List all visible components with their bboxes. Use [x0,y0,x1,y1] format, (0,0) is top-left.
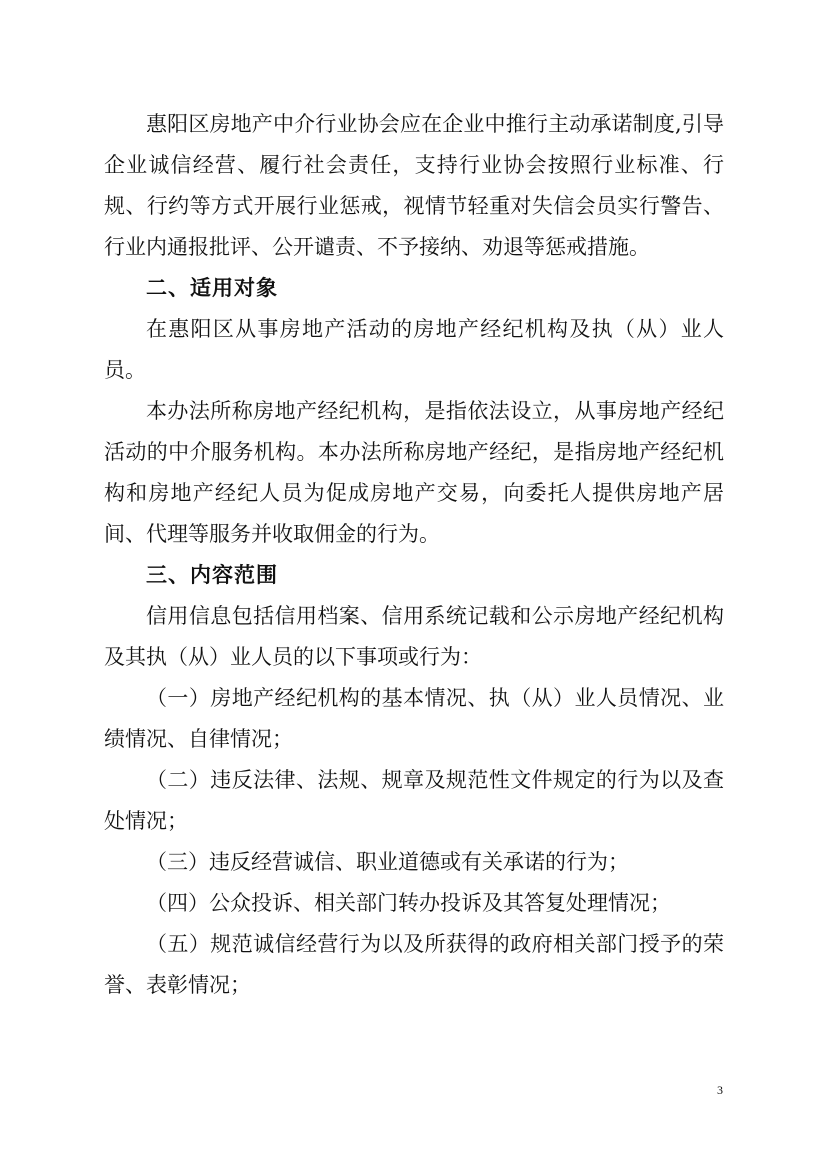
list-item: （二）违反法律、法规、规章及规范性文件规定的行为以及查处情况； [104,768,724,833]
paragraph: 本办法所称房地产经纪机构，是指依法设立，从事房地产经纪活动的中介服务机构。本办法所称房地产经纪，是指房地产经纪机构和房地产经纪人员为促成房地产交易，向委托人提供房地产居间、代理等服务并收取佣金的行为。 [104,399,724,546]
paragraph: 惠阳区房地产中介行业协会应在企业中推行主动承诺制度,引导企业诚信经营、履行社会责任，支持行业协会按照行业标准、行规、行约等方式开展行业惩戒，视情节轻重对失信会员实行警告、行业内通报批评、公开谴责、不予接纳、劝退等惩戒措施。 [104,112,724,259]
paragraph: 信用信息包括信用档案、信用系统记载和公示房地产经纪机构及其执（从）业人员的以下事项或行为： [104,604,724,669]
list-item: （一）房地产经纪机构的基本情况、执（从）业人员情况、业绩情况、自律情况； [104,686,724,751]
list-item: （三）违反经营诚信、职业道德或有关承诺的行为； [146,850,629,874]
section-heading: 三、内容范围 [146,563,278,587]
list-item: （四）公众投诉、相关部门转办投诉及其答复处理情况； [146,891,671,915]
document-body [104,104,724,1006]
section-heading: 二、适用对象 [146,276,278,300]
page-number: 3 [717,1083,723,1097]
paragraph: 在惠阳区从事房地产活动的房地产经纪机构及执（从）业人员。 [104,317,724,382]
list-item: （五）规范诚信经营行为以及所获得的政府相关部门授予的荣誉、表彰情况； [104,932,724,997]
